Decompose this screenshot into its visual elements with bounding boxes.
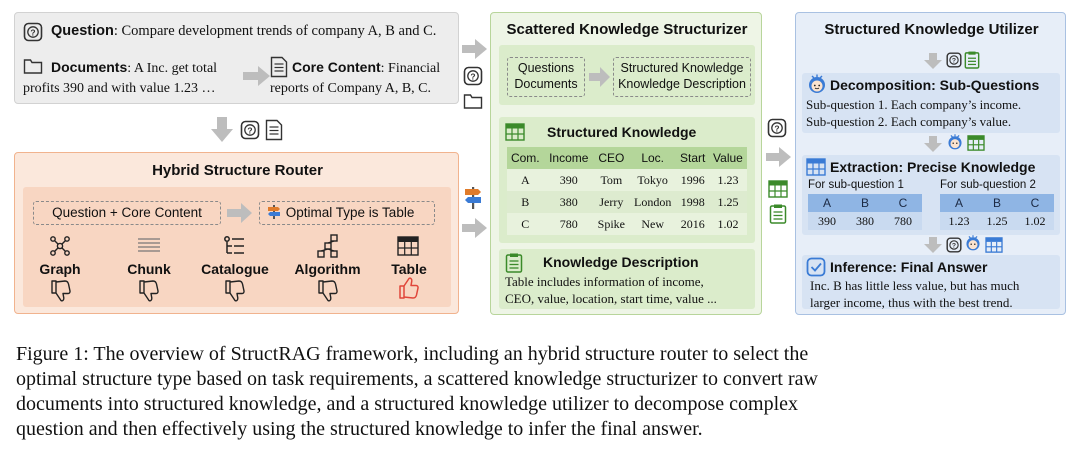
caption-line-3: documents into structured knowledge, and a structured knowledge utilizer to decompose complex <box>16 393 799 415</box>
table-header: B <box>846 194 884 212</box>
arrow-docs-to-core <box>243 65 271 92</box>
sub1-table <box>808 194 922 230</box>
structured-knowledge-table <box>507 147 747 235</box>
thumbs-down-icon <box>50 279 72 308</box>
utilizer-title: Structured Knowledge Utilizer <box>824 21 1039 38</box>
table-cell: 390 <box>808 212 846 230</box>
extraction-title: Extraction: Precise Knowledge <box>830 159 1036 175</box>
table-cell: 380 <box>544 191 594 213</box>
arrow-down <box>924 136 942 157</box>
table-header: CEO <box>594 147 629 169</box>
router-panel <box>14 152 459 314</box>
type-label-algorithm: Algorithm <box>294 261 361 277</box>
caption-line-4: question and then effectively using the structured knowledge to infer the final answer. <box>16 418 703 440</box>
table-cell: 1.02 <box>1016 212 1054 230</box>
table-header: C <box>1016 194 1054 212</box>
documents-label: Documents <box>51 59 128 75</box>
sub1-label: For sub-question 1 <box>808 179 904 191</box>
svg-text:?: ? <box>247 125 253 136</box>
question-line <box>51 23 436 40</box>
algorithm-icon <box>317 234 339 263</box>
folder-icon <box>463 92 483 115</box>
table-cell: Spike <box>594 213 629 235</box>
svg-text:?: ? <box>951 57 957 65</box>
table-cell: 1.25 <box>709 191 747 213</box>
question-label: Question <box>51 23 114 39</box>
catalogue-icon <box>223 235 245 262</box>
table-cell: 390 <box>544 169 594 191</box>
arrow-down <box>924 53 942 74</box>
knowledge-description-text: Table includes information of income, CEO, value, location, start time, value ... <box>505 274 717 306</box>
documents-block <box>23 57 248 99</box>
structured-knowledge-title: Structured Knowledge <box>547 124 697 140</box>
svg-text:?: ? <box>30 27 36 38</box>
table-cell: 380 <box>846 212 884 230</box>
core-text-2: reports of Company A, B, C. <box>270 81 431 96</box>
list-icon <box>769 204 787 229</box>
table-cell: 780 <box>884 212 922 230</box>
table-cell: Tom <box>594 169 629 191</box>
list-icon <box>964 51 980 74</box>
inference-text: Inc. B has little less value, but has much larger income, thus with the best trend. <box>810 278 1020 310</box>
thumbs-down-icon <box>317 279 339 308</box>
type-label-chunk: Chunk <box>127 261 171 277</box>
table-icon <box>768 180 788 203</box>
signpost-icon <box>266 204 282 226</box>
documents-text-1: : A Inc. get total <box>127 61 218 76</box>
table-header: Loc. <box>629 147 677 169</box>
table-icon <box>397 236 419 261</box>
arrow-input-to-router <box>210 117 234 148</box>
thumbs-up-icon <box>398 276 420 305</box>
table-cell: 2016 <box>677 213 709 235</box>
table-icon <box>806 158 826 181</box>
inference-title: Inference: Final Answer <box>830 259 988 275</box>
question-icon <box>463 66 483 91</box>
knowledge-description-title: Knowledge Description <box>543 254 699 270</box>
table-header: B <box>978 194 1016 212</box>
chunk-icon <box>137 237 161 260</box>
table-cell: 1998 <box>677 191 709 213</box>
arrow-structurizer-to-utilizer <box>766 146 792 173</box>
table-header: Income <box>544 147 594 169</box>
svg-text:?: ? <box>470 71 476 82</box>
table-icon <box>505 123 525 146</box>
structurizer-title: Scattered Knowledge Structurizer <box>506 21 748 38</box>
svg-text:?: ? <box>774 123 780 134</box>
type-label-table: Table <box>391 261 427 277</box>
robot-icon <box>964 234 982 257</box>
core-block <box>270 57 460 99</box>
table-cell: Jerry <box>594 191 629 213</box>
core-text-1: : Financial <box>380 61 441 76</box>
question-icon <box>946 52 962 73</box>
table-icon <box>967 135 985 156</box>
table-cell: New <box>629 213 677 235</box>
figure-caption <box>16 342 1072 442</box>
table-cell: 1.23 <box>709 169 747 191</box>
table-header: Value <box>709 147 747 169</box>
table-header: A <box>940 194 978 212</box>
signpost-icon <box>463 186 483 215</box>
question-icon <box>767 118 787 143</box>
table-cell: A <box>507 169 544 191</box>
type-label-graph: Graph <box>39 261 81 277</box>
table-header: Start <box>677 147 709 169</box>
structurizer-output-box: Structured Knowledge Knowledge Description <box>613 57 751 97</box>
structurizer-panel <box>490 12 762 315</box>
table-cell: 1.02 <box>709 213 747 235</box>
document-icon <box>265 119 283 146</box>
question-icon <box>23 22 43 47</box>
input-panel <box>14 12 459 104</box>
arrow-router-inner <box>227 203 253 228</box>
caption-line-2: optimal structure type based on task requirements, a scattered knowledge structurizer to convert raw <box>16 368 818 390</box>
table-cell: 1.23 <box>940 212 978 230</box>
table-row <box>507 191 747 213</box>
decomposition-title: Decomposition: Sub-Questions <box>830 77 1040 93</box>
table-cell: London <box>629 191 677 213</box>
question-text: : Compare development trends of company A, B and C. <box>113 23 437 39</box>
table-cell: 780 <box>544 213 594 235</box>
table-row <box>507 213 747 235</box>
table-cell: 1996 <box>677 169 709 191</box>
graph-icon <box>49 235 71 262</box>
thumbs-down-icon <box>138 279 160 308</box>
router-output-box: Optimal Type is Table <box>259 201 435 225</box>
router-title: Hybrid Structure Router <box>152 162 323 179</box>
arrow-router-to-structurizer <box>462 217 488 244</box>
table-row <box>940 212 1054 230</box>
caption-line-1: Figure 1: The overview of StructRAG framework, including an hybrid structure router to select the <box>16 343 809 365</box>
table-header: C <box>884 194 922 212</box>
sub2-label: For sub-question 2 <box>940 179 1036 191</box>
table-header: Com. <box>507 147 544 169</box>
documents-text-2: profits 390 and with value 1.23 … <box>23 81 216 96</box>
table-cell: B <box>507 191 544 213</box>
question-icon <box>240 120 260 145</box>
core-label: Core Content <box>292 59 381 75</box>
type-label-catalogue: Catalogue <box>201 261 269 277</box>
arrow-input-to-structurizer <box>462 38 488 65</box>
table-row <box>507 169 747 191</box>
table-cell: C <box>507 213 544 235</box>
thumbs-down-icon <box>224 279 246 308</box>
table-header: A <box>808 194 846 212</box>
utilizer-panel <box>795 12 1066 315</box>
sub2-table <box>940 194 1054 230</box>
structurizer-input-box: Questions Documents <box>507 57 585 97</box>
arrow-structurizer-inner <box>589 67 611 92</box>
table-cell: 1.25 <box>978 212 1016 230</box>
robot-icon <box>946 133 964 156</box>
table-row <box>808 212 922 230</box>
table-cell: Tokyo <box>629 169 677 191</box>
router-input-box: Question + Core Content <box>33 201 221 225</box>
decomposition-text: Sub-question 1. Each company’s income. Sub-question 2. Each company’s value. <box>806 97 1022 129</box>
svg-text:?: ? <box>951 242 957 250</box>
